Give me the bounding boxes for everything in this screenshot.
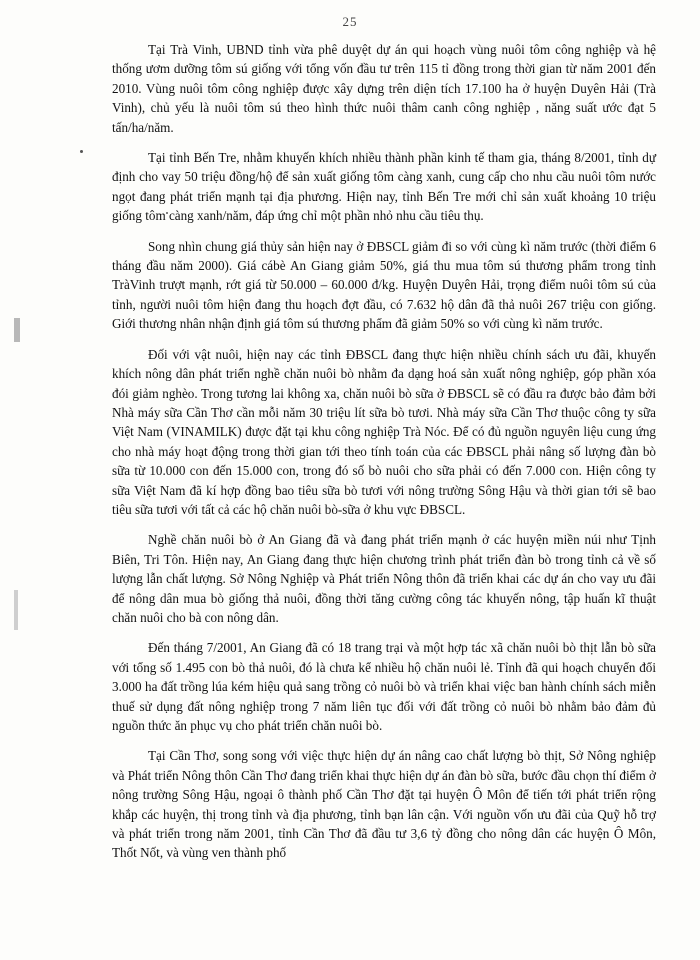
paragraph-an-giang: Nghề chăn nuôi bò ở An Giang đã và đang phát triển mạnh ở các huyện miền núi như Tịnh Biên, Tri Tôn. Hiện nay, An Giang đang thực hiện chương trình phát triển đàn bò trong tỉnh cả về số lượng lẫn chất lượng. Sở Nông Nghiệp và Phát triển Nông thôn đã triển khai các dự án cho vay ưu đãi để nông dân mua bò giống thả nuôi, đồng thời tăng cường công tác khuyến nông, tập huấn kĩ thuật chăn nuôi cho bà con nông dân. bbox=[112, 532, 656, 625]
paragraph-tra-vinh: Tại Trà Vinh, UBND tỉnh vừa phê duyệt dự án qui hoạch vùng nuôi tôm công nghiệp và hệ thống ươm dưỡng tôm sú giống với tổng vốn đầu tư trên 115 tỉ đồng trong thời gian từ năm 2001 đến 2010. Vùng nuôi tôm công nghiệp được xây dựng trên diện tích 17.100 ha ở huyện Duyên Hải (Trà Vinh), chủ yếu là nuôi tôm sú theo hình thức nuôi thâm canh công nghiệp , năng suất ước đạt 5 tấn/ha/năm. bbox=[112, 42, 656, 135]
paragraph-gia-thuy-san: Song nhìn chung giá thủy sản hiện nay ở ĐBSCL giảm đi so với cùng kì năm trước (thời điểm 6 tháng đầu năm 2000). Giá cábè An Giang giảm 50%, giá thu mua tôm sú thương phẩm trong tỉnh TràVinh trượt mạnh, rớt giá từ 50.000 – 60.000 đ/kg. Huyện Duyên Hải, trọng điểm nuôi tôm sú của tỉnh, người nuôi tôm hiện đang thu hoạch đợt đầu, có 7.632 hộ dân đã thả nuôi 267 triệu con giống. Giới thương nhân nhận định giá tôm sú thương phẩm đã giảm 50% so với cùng kì năm trước. bbox=[112, 238, 656, 332]
paragraph-can-tho: Tại Cần Thơ, song song với việc thực hiện dự án nâng cao chất lượng bò thịt, Sở Nông nghiệp và Phát triển Nông thôn Cần Thơ đang triển khai thực hiện dự án đàn bò sữa, bước đầu chọn thí điểm ở nông trường Sông Hậu, ngoại ô thành phố Cần Thơ đặt tại huyện Ô Môn để tiến tới phát triển rộng khắp các huyện, thị trong tỉnh và địa phương, tỉnh bạn lân cận. Với nguồn vốn ưu đãi của Quỹ hỗ trợ và phát triển trong năm 2001, tỉnh Cần Thơ đã đầu tư 3,6 tỷ đồng cho nông dân các huyện Ô Môn, Thốt Nốt, và vùng ven thành phố bbox=[112, 748, 656, 861]
document-body bbox=[112, 40, 656, 874]
scan-dot bbox=[80, 150, 83, 153]
paragraph-ben-tre: Tại tỉnh Bến Tre, nhằm khuyến khích nhiều thành phần kinh tế tham gia, tháng 8/2001, tỉnh dự định cho vay 50 triệu đồng/hộ để sản xuất giống tôm càng xanh, cung cấp cho nhu cầu nuôi tôm nước ngọt đang phát triển mạnh tại địa phương. Hiện nay, tỉnh Bến Tre mới chỉ sản xuất khoảng 10 triệu giống tôm càng xanh/năm, đáp ứng chỉ một phần nhỏ nhu cầu tiêu thụ. bbox=[112, 150, 656, 224]
scan-margin-mark-2 bbox=[14, 590, 18, 630]
scan-margin-mark-1 bbox=[14, 318, 20, 342]
paragraph-an-giang-2001: Đến tháng 7/2001, An Giang đã có 18 trang trại và một hợp tác xã chăn nuôi bò thịt lẫn bò sữa với tổng số 1.495 con bò thả nuôi, đó là chưa kể nhiều hộ chăn nuôi lẻ. Tỉnh đã qui hoạch chuyển đổi 3.000 ha đất trồng lúa kém hiệu quả sang trồng cỏ nuôi bò và triển khai việc ban hành chính sách miễn thuế sử dụng đất nông nghiệp trong 7 năm liên tục đối với đất trồng cỏ nuôi bò nhằm bảo đảm đủ nguồn thức ăn phục vụ cho phát triển chăn nuôi bò. bbox=[112, 640, 656, 733]
page-number: 25 bbox=[342, 14, 358, 29]
paragraph-vat-nuoi: Đối với vật nuôi, hiện nay các tỉnh ĐBSCL đang thực hiện nhiều chính sách ưu đãi, khuyến khích nông dân phát triển nghề chăn nuôi bò nhằm đa dạng hoá sản xuất nông nghiệp, góp phần xóa đói giảm nghèo. Trong tương lai không xa, chăn nuôi bò sữa ở ĐBSCL sẽ có đầu ra được bảo đảm bởi Nhà máy sữa Cần Thơ cần mỗi năm 30 triệu lít sữa bò tươi. Nhà máy sữa Cần Thơ thuộc công ty sữa Việt Nam (VINAMILK) được đặt tại khu công nghiệp Trà Nóc. Để có đủ nguồn nguyên liệu cung ứng cho nhà máy hoạt động trong thời gian tới theo tính toán của các ĐBSCL phải nâng số lượng đàn bò sữa từ 10.000 con đến 15.000 con, trong đó số bò nuôi cho sữa phải có đến 7.000 con. Hiện công ty sữa Việt Nam đã kí hợp đồng bao tiêu sữa bò tươi với nông trường Sông Hậu và thời gian tới sẽ bao tiêu sữa tươi với tất cả các hộ chăn nuôi bò-sữa ở khu vực ĐBSCL. bbox=[112, 346, 656, 517]
